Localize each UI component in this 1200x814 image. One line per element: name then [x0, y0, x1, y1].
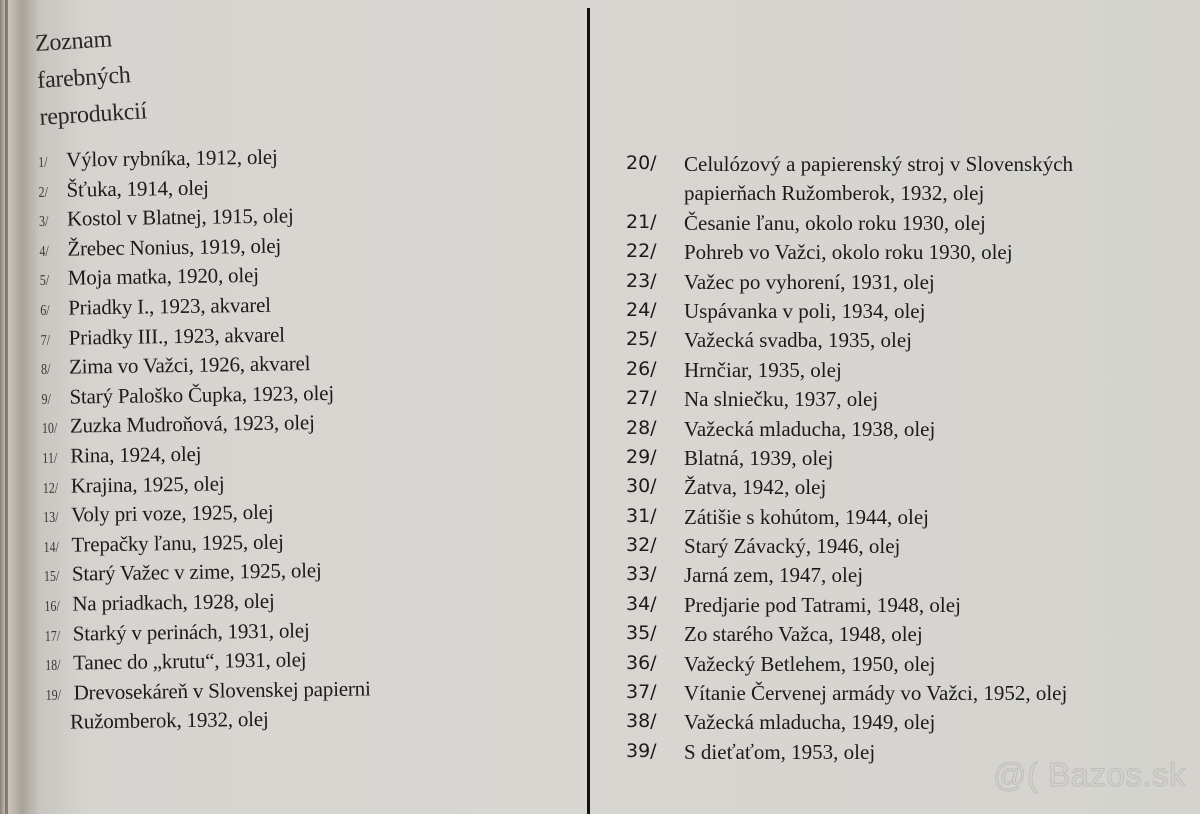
item-number: 21/ — [626, 210, 657, 233]
item-number: 11/ — [42, 450, 58, 467]
item-number: 7/ — [40, 332, 51, 349]
item-number: 12/ — [42, 480, 59, 497]
item-number: 28/ — [626, 416, 657, 439]
list-item — [626, 387, 1186, 416]
item-text: Na slniečku, 1937, olej — [684, 387, 879, 412]
column-divider — [587, 8, 590, 814]
item-number: 34/ — [626, 592, 657, 615]
item-number: 17/ — [44, 628, 61, 645]
item-text: Predjarie pod Tatrami, 1948, olej — [684, 592, 961, 617]
list-item — [626, 240, 1186, 269]
item-number: 3/ — [38, 214, 49, 231]
item-number: 8/ — [40, 362, 51, 379]
item-number: 30/ — [626, 475, 657, 498]
list-item — [626, 593, 1186, 622]
item-text: Hrnčiar, 1935, olej — [684, 357, 842, 382]
item-text: Važecká mladucha, 1938, olej — [684, 416, 936, 441]
item-text-continuation: Ružomberok, 1932, olej — [69, 707, 269, 734]
item-number: 23/ — [626, 269, 657, 292]
item-text: Na priadkach, 1928, olej — [72, 588, 275, 616]
item-text: Rina, 1924, olej — [70, 441, 202, 468]
item-number: 9/ — [41, 391, 51, 408]
item-text: Trepačky ľanu, 1925, olej — [71, 529, 284, 557]
item-number: 25/ — [626, 328, 657, 351]
item-number: 29/ — [626, 445, 657, 468]
item-number: 38/ — [626, 710, 657, 733]
item-text: Zátišie s kohútom, 1944, olej — [684, 504, 929, 529]
list-item — [626, 270, 1186, 299]
item-text: Starý Závacký, 1946, olej — [684, 534, 901, 559]
item-text: Zuzka Mudroňová, 1923, olej — [69, 410, 315, 438]
list-item — [626, 622, 1186, 651]
list-item — [626, 417, 1186, 446]
item-text: S dieťaťom, 1953, olej — [684, 739, 876, 764]
item-text: Važecká mladucha, 1949, olej — [684, 710, 936, 735]
item-number: 10/ — [41, 421, 58, 438]
item-text: Priadky I., 1923, akvarel — [68, 292, 272, 320]
item-text: Blatná, 1939, olej — [684, 445, 834, 470]
item-number: 22/ — [626, 240, 657, 263]
item-text: Pohreb vo Važci, okolo roku 1930, olej — [684, 240, 1013, 265]
right-reproduction-list — [626, 152, 1186, 769]
list-item — [626, 710, 1186, 739]
item-number: 26/ — [626, 357, 657, 380]
item-text: Važecký Betlehem, 1950, olej — [684, 651, 936, 676]
page-title — [34, 19, 148, 136]
item-number: 35/ — [626, 622, 657, 645]
item-text: Starý Paloško Čupka, 1923, olej — [69, 380, 335, 409]
item-number: 13/ — [43, 509, 59, 527]
list-item — [626, 446, 1186, 475]
item-text-continuation: papierňach Ružomberok, 1932, olej — [684, 181, 985, 206]
item-number: 14/ — [43, 539, 60, 556]
item-number: 37/ — [626, 681, 657, 704]
item-text: Moja matka, 1920, olej — [67, 263, 259, 290]
title-line: farebných — [36, 62, 132, 94]
item-text: Tanec do „krutu“, 1931, olej — [73, 647, 307, 675]
list-item — [626, 563, 1186, 592]
item-text: Žrebec Nonius, 1919, olej — [67, 233, 282, 261]
item-number: 32/ — [626, 534, 657, 557]
item-text: Starký v perinách, 1931, olej — [72, 617, 310, 646]
list-item-continuation — [626, 181, 1186, 210]
list-item — [626, 534, 1186, 563]
item-text: Zo starého Važca, 1948, olej — [684, 622, 923, 647]
item-text: Voly pri voze, 1925, olej — [70, 499, 274, 527]
item-number: 36/ — [626, 651, 657, 674]
list-item — [626, 152, 1186, 181]
list-item — [626, 505, 1186, 534]
title-line: reprodukcií — [38, 98, 148, 131]
book-spine-shadow — [5, 0, 8, 814]
item-text: Zima vo Važci, 1926, akvarel — [68, 351, 311, 379]
list-item-continuation — [46, 703, 546, 740]
item-text: Krajina, 1925, olej — [70, 470, 225, 498]
item-text: Celulózový a papierenský stroj v Slovenských — [684, 152, 1074, 176]
item-text: Uspávanka v poli, 1934, olej — [684, 298, 926, 323]
title-line: Zoznam — [34, 26, 113, 57]
item-text: Vítanie Červenej armády vo Važci, 1952, olej — [684, 681, 1068, 706]
item-text: Važec po vyhorení, 1931, olej — [684, 269, 935, 294]
item-number: 15/ — [43, 569, 60, 586]
item-number: 33/ — [626, 563, 657, 586]
item-number: 19/ — [45, 687, 62, 704]
item-text: Važecká svadba, 1935, olej — [684, 328, 912, 353]
item-text: Kostol v Blatnej, 1915, olej — [66, 203, 294, 231]
item-number: 6/ — [40, 302, 50, 319]
item-number: 20/ — [626, 152, 657, 174]
item-text: Priadky III., 1923, akvarel — [68, 322, 285, 350]
item-number: 39/ — [626, 739, 657, 762]
item-text: Jarná zem, 1947, olej — [684, 563, 864, 588]
list-item — [626, 358, 1186, 387]
item-text: Starý Važec v zime, 1925, olej — [71, 558, 322, 586]
list-item — [626, 299, 1186, 328]
list-item — [626, 475, 1186, 504]
item-number: 4/ — [39, 243, 49, 260]
item-number: 16/ — [44, 598, 60, 615]
bazos-watermark: @( Bazos.sk — [992, 756, 1186, 793]
item-number: 27/ — [626, 387, 657, 410]
list-item — [626, 211, 1186, 240]
item-text: Šťuka, 1914, olej — [66, 175, 209, 202]
item-text: Výlov rybníka, 1912, olej — [65, 144, 278, 172]
item-number: 5/ — [39, 273, 50, 290]
item-number: 24/ — [626, 298, 657, 321]
item-text: Česanie ľanu, okolo roku 1930, olej — [684, 210, 986, 235]
left-reproduction-list — [38, 141, 546, 740]
item-text: Žatva, 1942, olej — [684, 475, 827, 500]
item-text: Drevosekáreň v Slovenskej papierni — [73, 676, 371, 705]
list-item — [626, 681, 1186, 710]
item-number: 2/ — [38, 184, 49, 201]
item-number: 1/ — [38, 154, 48, 171]
list-item — [626, 328, 1186, 357]
item-number: 31/ — [626, 504, 657, 527]
list-item — [626, 652, 1186, 681]
item-number: 18/ — [45, 657, 61, 675]
